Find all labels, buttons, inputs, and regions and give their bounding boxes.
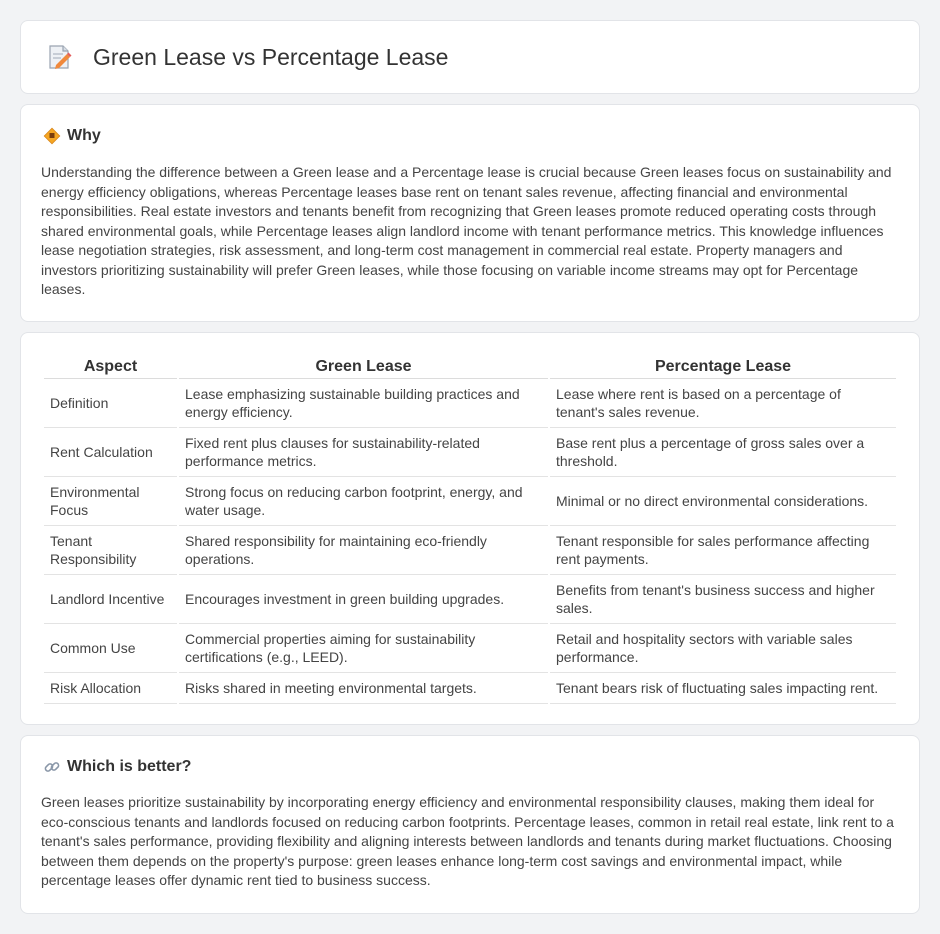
percentage-lease-cell: Retail and hospitality sectors with variable sales performance. [550, 624, 896, 673]
table-row [44, 526, 896, 575]
comparison-table [42, 351, 898, 704]
aspect-cell: Rent Calculation [44, 428, 177, 477]
why-heading: Why [67, 127, 101, 144]
header-percentage-lease: Percentage Lease [550, 351, 896, 379]
percentage-lease-cell: Benefits from tenant's business success and higher sales. [550, 575, 896, 624]
document-pencil-icon [45, 43, 73, 71]
aspect-cell: Tenant Responsibility [44, 526, 177, 575]
table-row [44, 575, 896, 624]
green-lease-cell: Encourages investment in green building upgrades. [179, 575, 548, 624]
table-row [44, 379, 896, 428]
header-aspect: Aspect [44, 351, 177, 379]
table-row [44, 428, 896, 477]
aspect-cell: Common Use [44, 624, 177, 673]
better-text: Green leases prioritize sustainability by incorporating energy efficiency and environmental responsibility clauses, making them ideal for eco-conscious tenants and landlords focused on reducing carbon footprints. Percentage leases, common in retail real estate, link rent to a tenant's sales performance, providing flexibility and aligning interests between landlords and tenants during market fluctuations. Choosing between them depends on the property's purpose: green leases enhance long-term cost savings and environmental impact, while percentage leases offer dynamic rent tied to business success. [41, 794, 894, 888]
green-lease-cell: Risks shared in meeting environmental targets. [179, 673, 548, 704]
link-icon [43, 758, 61, 776]
page-title: Green Lease vs Percentage Lease [93, 43, 449, 70]
better-heading: Which is better? [67, 758, 192, 775]
percentage-lease-cell: Lease where rent is based on a percentage of tenant's sales revenue. [550, 379, 896, 428]
aspect-cell: Risk Allocation [44, 673, 177, 704]
title-card [20, 20, 920, 94]
header-green-lease: Green Lease [179, 351, 548, 379]
green-lease-cell: Commercial properties aiming for sustainability certifications (e.g., LEED). [179, 624, 548, 673]
percentage-lease-cell: Tenant responsible for sales performance affecting rent payments. [550, 526, 896, 575]
table-row [44, 624, 896, 673]
table-row [44, 673, 896, 704]
table-row [44, 477, 896, 526]
percentage-lease-cell: Base rent plus a percentage of gross sales over a threshold. [550, 428, 896, 477]
green-lease-cell: Fixed rent plus clauses for sustainability-related performance metrics. [179, 428, 548, 477]
aspect-cell: Environmental Focus [44, 477, 177, 526]
comparison-table-card [20, 332, 920, 725]
aspect-cell: Landlord Incentive [44, 575, 177, 624]
green-lease-cell: Shared responsibility for maintaining eco-friendly operations. [179, 526, 548, 575]
table-header-row [44, 351, 896, 379]
why-text: Understanding the difference between a Green lease and a Percentage lease is crucial because Green leases focus on sustainability and energy efficiency obligations, whereas Percentage leases base rent on tenant sales revenue, affecting financial and environmental responsibilities. Real estate investors and tenants benefit from recognizing that Green leases promote reduced operating costs through shared environmental goals, while Percentage leases align landlord income with tenant performance metrics. This knowledge influences lease negotiation strategies, risk assessment, and long-term cost management in commercial real estate. Property managers and investors prioritizing sustainability will prefer Green leases, while those focusing on variable income streams may opt for Percentage leases. [41, 164, 892, 297]
percentage-lease-cell: Tenant bears risk of fluctuating sales impacting rent. [550, 673, 896, 704]
aspect-cell: Definition [44, 379, 177, 428]
why-section [20, 104, 920, 322]
percentage-lease-cell: Minimal or no direct environmental considerations. [550, 477, 896, 526]
green-lease-cell: Strong focus on reducing carbon footprint, energy, and water usage. [179, 477, 548, 526]
which-is-better-section [20, 735, 920, 914]
green-lease-cell: Lease emphasizing sustainable building practices and energy efficiency. [179, 379, 548, 428]
diamond-sign-icon [43, 127, 61, 145]
